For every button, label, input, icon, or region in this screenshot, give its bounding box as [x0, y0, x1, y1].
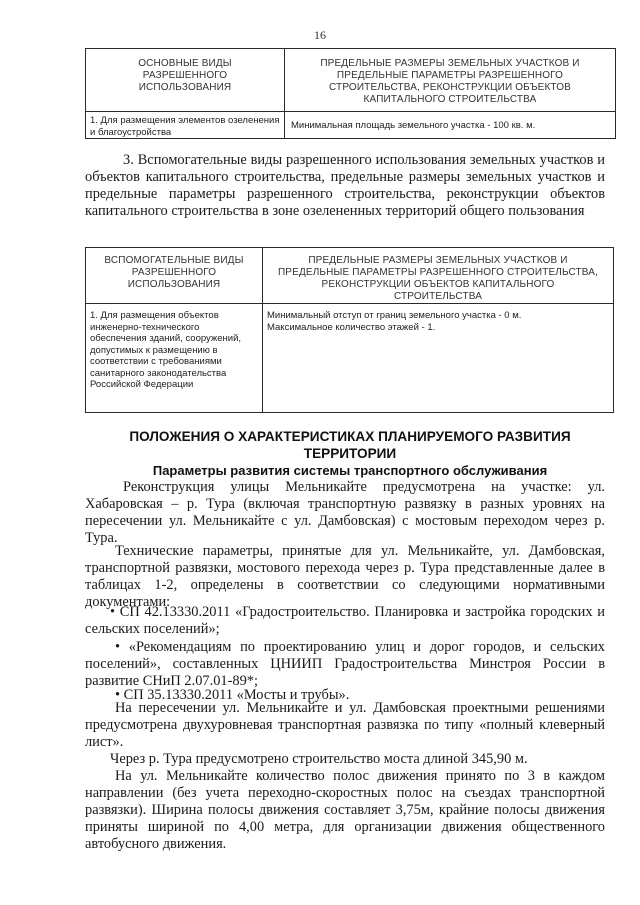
table2-row-use: 1. Для размещения объектов инженерно-технического обеспечения зданий, сооружений, допустимых к размещению в соответствии с требованиями санитарного законодательства Российской Федерации [86, 304, 263, 413]
auxiliary-uses-table [85, 247, 614, 413]
table1-row-use: 1. Для размещения элементов озеленения и благоустройства [86, 112, 285, 139]
transport-subheading: Параметры развития системы транспортного обслуживания [152, 463, 548, 478]
table2-row-params: Минимальный отступ от границ земельного участка - 0 м. Максимальное количество этажей - 1. [263, 304, 614, 413]
table2-header-left: ВСПОМОГАТЕЛЬНЫЕ ВИДЫ РАЗРЕШЕННОГО ИСПОЛЬЗОВАНИЯ [86, 248, 263, 304]
paragraph-bridge: Через р. Тура предусмотрено строительство моста длиной 345,90 м. [110, 751, 528, 767]
paragraph-reconstruction: Реконструкция улицы Мельникайте предусмотрена на участке: ул. Хабаровская – р. Тура (включая транспортную развязку в разных уровнях на пересечении ул. Мельникайте с ул. Дамбовская) с мостовым переходом через р. Тура. [85, 479, 605, 546]
table1-header-right: ПРЕДЕЛЬНЫЕ РАЗМЕРЫ ЗЕМЕЛЬНЫХ УЧАСТКОВ И ПРЕДЕЛЬНЫЕ ПАРАМЕТРЫ РАЗРЕШЕННОГО СТРОИТЕЛЬСТВА, РЕКОНСТРУКЦИИ ОБЪЕКТОВ КАПИТАЛЬНОГО СТРОИТЕЛЬСТВА [285, 49, 616, 112]
paragraph-technical-parameters: Технические параметры, принятые для ул. Мельникайте, ул. Дамбовская, транспортной развязки, мостового перехода через р. Тура представленные далее в таблицах 1-2, определены в соответствии со следующими нормативными документами: [85, 543, 605, 610]
section-3-paragraph: 3. Вспомогательные виды разрешенного использования земельных участков и объектов капитального строительства, предельные размеры земельных участков и предельные параметры разрешенного строительства, реконструкции объектов капитального строительства в зоне озелененных территорий общего пользования [85, 152, 605, 219]
paragraph-lanes: На ул. Мельникайте количество полос движения принято по 3 в каждом направлении (без учета переходно-скоростных полос на съездах транспортной развязки). Ширина полосы движения составляет 3,75м, крайние полосы движения приняты шириной по 4,00 метра, для организации движения общественного автобусного движения. [85, 768, 605, 852]
bullet-recommendations: • «Рекомендациям по проектированию улиц и дорог городов, и сельских поселений», составленных ЦНИИП Градостроительства Минстроя России в развитие СНиП 2.07.01-89*; [85, 639, 605, 689]
paragraph-interchange: На пересечении ул. Мельникайте и ул. Дамбовская проектными решениями предусмотрена двухуровневая транспортная развязка по типу «полный клеверный лист». [85, 700, 605, 750]
table1-row-params: Минимальная площадь земельного участка - 100 кв. м. [285, 112, 616, 139]
section-heading: ПОЛОЖЕНИЯ О ХАРАКТЕРИСТИКАХ ПЛАНИРУЕМОГО РАЗВИТИЯ ТЕРРИТОРИИ [129, 429, 571, 461]
bullet-sp-35: • СП 35.13330.2011 «Мосты и трубы». [115, 687, 350, 703]
table1-header-left: ОСНОВНЫЕ ВИДЫ РАЗРЕШЕННОГО ИСПОЛЬЗОВАНИЯ [86, 49, 285, 112]
main-uses-table [85, 48, 616, 139]
table2-header-right: ПРЕДЕЛЬНЫЕ РАЗМЕРЫ ЗЕМЕЛЬНЫХ УЧАСТКОВ И ПРЕДЕЛЬНЫЕ ПАРАМЕТРЫ РАЗРЕШЕННОГО СТРОИТЕЛЬСТВА, РЕКОНСТРУКЦИИ ОБЪЕКТОВ КАПИТАЛЬНОГО СТРОИТЕЛЬСТВА [263, 248, 614, 304]
bullet-sp-42: • СП 42.13330.2011 «Градостроительство. Планировка и застройка городских и сельских поселений»; [85, 604, 605, 637]
page-number: 16 [314, 28, 326, 42]
